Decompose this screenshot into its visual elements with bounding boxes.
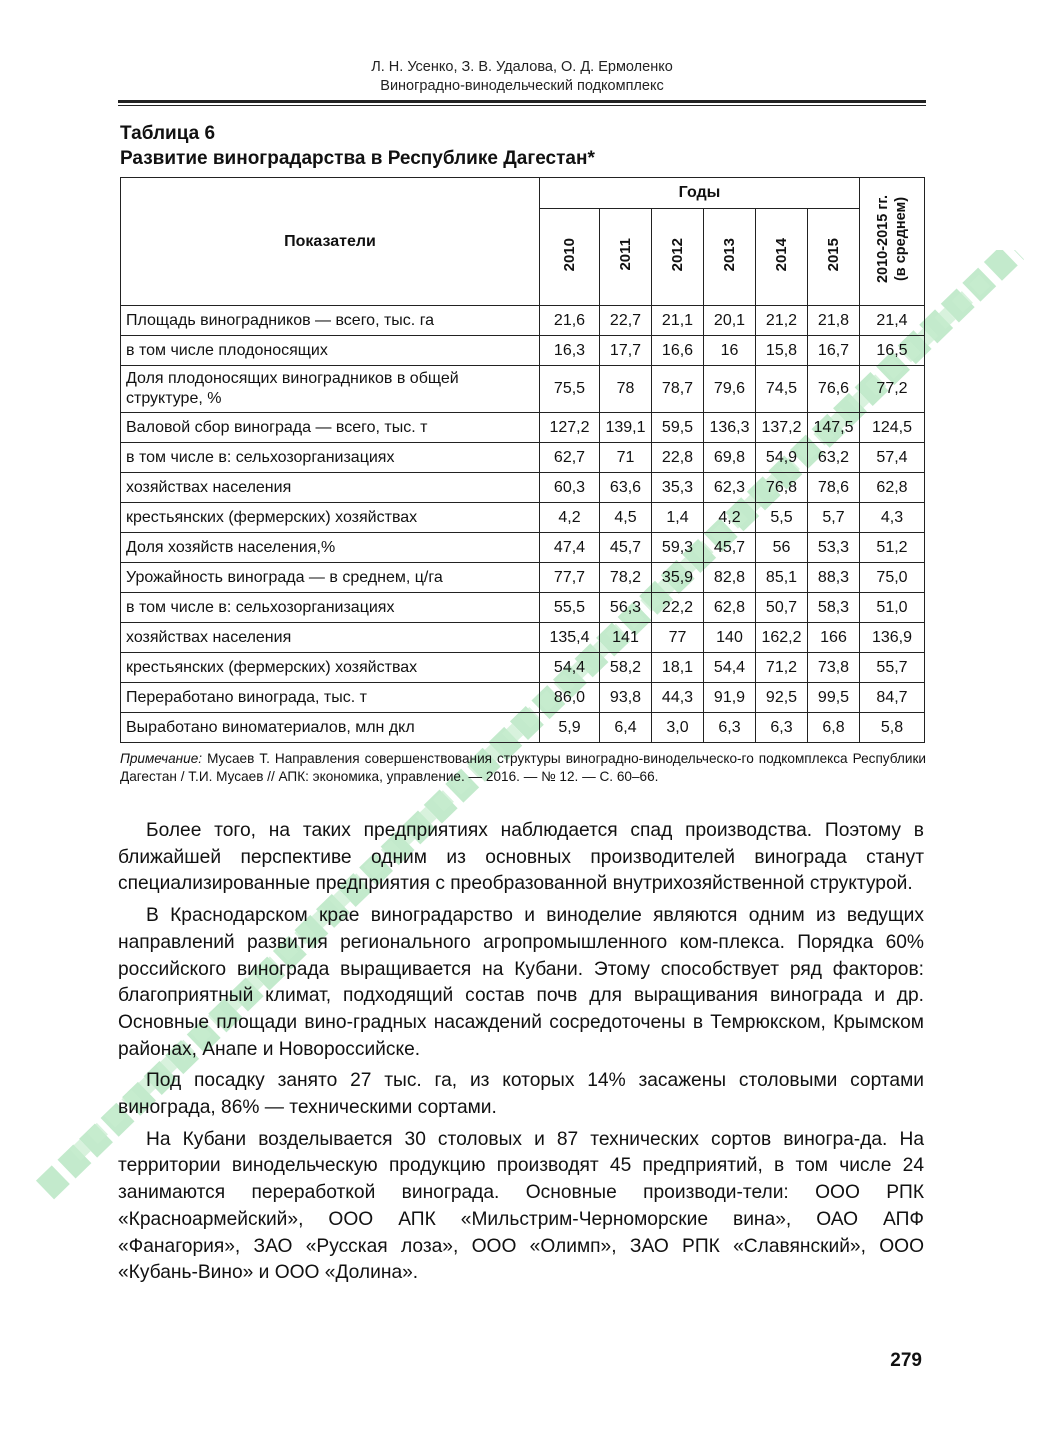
cell-value: 15,8 <box>756 336 808 366</box>
cell-average: 77,2 <box>860 366 925 413</box>
cell-value: 18,1 <box>652 653 704 683</box>
cell-value: 136,3 <box>704 413 756 443</box>
cell-value: 62,8 <box>704 593 756 623</box>
cell-value: 22,7 <box>600 306 652 336</box>
cell-value: 93,8 <box>600 683 652 713</box>
cell-value: 3,0 <box>652 713 704 743</box>
table-row <box>121 713 925 743</box>
row-label: Выработано виноматериалов, млн дкл <box>121 713 540 743</box>
cell-value: 62,3 <box>704 473 756 503</box>
cell-value: 60,3 <box>540 473 600 503</box>
cell-value: 58,3 <box>808 593 860 623</box>
header-average-line2: (в среднем) <box>893 196 909 282</box>
cell-average: 62,8 <box>860 473 925 503</box>
cell-value: 45,7 <box>704 533 756 563</box>
table-row <box>121 306 925 336</box>
row-label: Урожайность винограда — в среднем, ц/га <box>121 563 540 593</box>
cell-average: 5,8 <box>860 713 925 743</box>
cell-value: 35,3 <box>652 473 704 503</box>
cell-average: 16,5 <box>860 336 925 366</box>
cell-value: 6,4 <box>600 713 652 743</box>
cell-average: 75,0 <box>860 563 925 593</box>
header-average <box>860 178 925 306</box>
cell-value: 22,8 <box>652 443 704 473</box>
cell-value: 166 <box>808 623 860 653</box>
cell-value: 135,4 <box>540 623 600 653</box>
paragraph: На Кубани возделывается 30 столовых и 87 технических сортов виногра-да. На территории винодельческую продукцию производят 45 предприятий, в том числе 24 занимаются переработкой винограда. Основные производи-тели: ООО РПК «Красноармейский», ООО АПК «Мильстрим-Черноморские вина», ОАО АПФ «Фанагория», ЗАО «Русская лоза», ООО «Олимп», ЗАО РПК «Славянский», ООО «Кубань-Вино» и ООО «Долина». <box>118 1128 924 1284</box>
cell-value: 45,7 <box>600 533 652 563</box>
cell-average: 51,2 <box>860 533 925 563</box>
body-text <box>118 818 924 1292</box>
row-label: Доля хозяйств населения,% <box>121 533 540 563</box>
cell-average: 84,7 <box>860 683 925 713</box>
cell-value: 16,6 <box>652 336 704 366</box>
data-table <box>120 177 925 743</box>
header-year-2011: 2011 <box>600 209 652 306</box>
table-row <box>121 623 925 653</box>
cell-value: 162,2 <box>756 623 808 653</box>
cell-value: 6,8 <box>808 713 860 743</box>
row-label: крестьянских (фермерских) хозяйствах <box>121 653 540 683</box>
cell-average: 124,5 <box>860 413 925 443</box>
cell-value: 4,5 <box>600 503 652 533</box>
row-label: хозяйствах населения <box>121 473 540 503</box>
header-year-2014: 2014 <box>756 209 808 306</box>
cell-value: 53,3 <box>808 533 860 563</box>
cell-value: 86,0 <box>540 683 600 713</box>
table-note <box>120 750 926 786</box>
table-title: Развитие виноградарства в Республике Дагестан* <box>120 148 595 169</box>
cell-value: 140 <box>704 623 756 653</box>
cell-average: 4,3 <box>860 503 925 533</box>
cell-value: 62,7 <box>540 443 600 473</box>
cell-value: 78 <box>600 366 652 413</box>
table-row <box>121 336 925 366</box>
cell-value: 55,5 <box>540 593 600 623</box>
header-year-2013: 2013 <box>704 209 756 306</box>
cell-value: 16,7 <box>808 336 860 366</box>
cell-value: 79,6 <box>704 366 756 413</box>
cell-value: 78,2 <box>600 563 652 593</box>
header-year-2012: 2012 <box>652 209 704 306</box>
cell-value: 75,5 <box>540 366 600 413</box>
cell-value: 56 <box>756 533 808 563</box>
cell-average: 55,7 <box>860 653 925 683</box>
table-number: Таблица 6 <box>120 123 216 144</box>
row-label: хозяйствах населения <box>121 623 540 653</box>
cell-average: 136,9 <box>860 623 925 653</box>
paragraph: Под посадку занято 27 тыс. га, из которых 14% засажены столовыми сортами винограда, 86% — техническими сортами. <box>118 1070 924 1119</box>
cell-value: 141 <box>600 623 652 653</box>
cell-value: 58,2 <box>600 653 652 683</box>
header-year-2010: 2010 <box>540 209 600 306</box>
cell-value: 69,8 <box>704 443 756 473</box>
table-row <box>121 473 925 503</box>
cell-value: 71,2 <box>756 653 808 683</box>
cell-value: 5,9 <box>540 713 600 743</box>
cell-value: 35,9 <box>652 563 704 593</box>
cell-value: 17,7 <box>600 336 652 366</box>
table-row <box>121 503 925 533</box>
header-average-line1: 2010-2015 гг. <box>875 194 891 284</box>
cell-value: 50,7 <box>756 593 808 623</box>
header-years: Годы <box>540 178 860 209</box>
cell-value: 63,2 <box>808 443 860 473</box>
cell-value: 71 <box>600 443 652 473</box>
cell-value: 85,1 <box>756 563 808 593</box>
row-label: Переработано винограда, тыс. т <box>121 683 540 713</box>
table-row <box>121 443 925 473</box>
row-label: Площадь виноградников — всего, тыс. га <box>121 306 540 336</box>
row-label: в том числе в: сельхозорганизациях <box>121 443 540 473</box>
note-label: Примечание: <box>120 751 203 766</box>
row-label: Валовой сбор винограда — всего, тыс. т <box>121 413 540 443</box>
cell-value: 21,6 <box>540 306 600 336</box>
table-row <box>121 413 925 443</box>
cell-value: 88,3 <box>808 563 860 593</box>
row-label: в том числе в: сельхозорганизациях <box>121 593 540 623</box>
cell-value: 47,4 <box>540 533 600 563</box>
cell-value: 59,5 <box>652 413 704 443</box>
cell-average: 57,4 <box>860 443 925 473</box>
cell-value: 1,4 <box>652 503 704 533</box>
cell-value: 73,8 <box>808 653 860 683</box>
table-row <box>121 593 925 623</box>
cell-value: 21,1 <box>652 306 704 336</box>
cell-value: 92,5 <box>756 683 808 713</box>
cell-value: 44,3 <box>652 683 704 713</box>
cell-value: 54,4 <box>704 653 756 683</box>
cell-value: 4,2 <box>540 503 600 533</box>
table-row <box>121 683 925 713</box>
cell-value: 20,1 <box>704 306 756 336</box>
cell-value: 16 <box>704 336 756 366</box>
cell-value: 6,3 <box>756 713 808 743</box>
row-label: Доля плодоносящих виноградников в общей структуре, % <box>121 366 540 413</box>
cell-value: 54,9 <box>756 443 808 473</box>
cell-value: 4,2 <box>704 503 756 533</box>
cell-value: 5,7 <box>808 503 860 533</box>
cell-value: 5,5 <box>756 503 808 533</box>
cell-value: 78,7 <box>652 366 704 413</box>
cell-value: 77 <box>652 623 704 653</box>
header-rule <box>118 100 926 103</box>
cell-value: 59,3 <box>652 533 704 563</box>
cell-value: 139,1 <box>600 413 652 443</box>
cell-value: 99,5 <box>808 683 860 713</box>
cell-average: 51,0 <box>860 593 925 623</box>
paragraph: В Краснодарском крае виноградарство и виноделие являются одним из ведущих направлений развития регионального агропромышленного ком-плекса. Порядка 60% российского винограда выращивается на Кубани. Этому способствует ряд факторов: благоприятный климат, подходящий состав почв для выращивания винограда и др. Основные площади вино-градных насаждений сосредоточены в Темрюкском, Крымском районах, Анапе и Новороссийске. <box>118 905 924 1060</box>
cell-value: 22,2 <box>652 593 704 623</box>
header-year-2015: 2015 <box>808 209 860 306</box>
cell-value: 78,6 <box>808 473 860 503</box>
running-head <box>118 58 926 96</box>
cell-value: 77,7 <box>540 563 600 593</box>
page-number: 279 <box>890 1350 922 1371</box>
row-label: крестьянских (фермерских) хозяйствах <box>121 503 540 533</box>
cell-value: 21,8 <box>808 306 860 336</box>
paragraph: Более того, на таких предприятиях наблюдается спад производства. Поэтому в ближайшей перспективе одним из основных производителей винограда станут специализированные предприятия с преобразованной внутрихозяйственной структурой. <box>118 820 924 895</box>
cell-value: 147,5 <box>808 413 860 443</box>
cell-value: 137,2 <box>756 413 808 443</box>
page <box>118 0 926 1448</box>
cell-value: 6,3 <box>704 713 756 743</box>
cell-value: 56,3 <box>600 593 652 623</box>
running-head-authors: Л. Н. Усенко, З. В. Удалова, О. Д. Ермоленко <box>371 59 673 75</box>
cell-value: 74,5 <box>756 366 808 413</box>
running-head-section: Виноградно-винодельческий подкомплекс <box>380 78 664 94</box>
cell-value: 127,2 <box>540 413 600 443</box>
cell-value: 21,2 <box>756 306 808 336</box>
cell-value: 76,6 <box>808 366 860 413</box>
header-indicators: Показатели <box>121 178 540 306</box>
table-row <box>121 563 925 593</box>
cell-value: 91,9 <box>704 683 756 713</box>
cell-value: 82,8 <box>704 563 756 593</box>
cell-average: 21,4 <box>860 306 925 336</box>
row-label: в том числе плодоносящих <box>121 336 540 366</box>
header-rule-thin <box>118 105 926 106</box>
cell-value: 16,3 <box>540 336 600 366</box>
table-row <box>121 653 925 683</box>
cell-value: 63,6 <box>600 473 652 503</box>
table-row <box>121 366 925 413</box>
cell-value: 54,4 <box>540 653 600 683</box>
note-text: Мусаев Т. Направления совершенствования структуры виноградно-винодельческо-го подкомплекса Республики Дагестан / Т.И. Мусаев // АПК: экономика, управление. — 2016. — № 12. — С. 60–66. <box>120 751 926 784</box>
cell-value: 76,8 <box>756 473 808 503</box>
table-row <box>121 533 925 563</box>
